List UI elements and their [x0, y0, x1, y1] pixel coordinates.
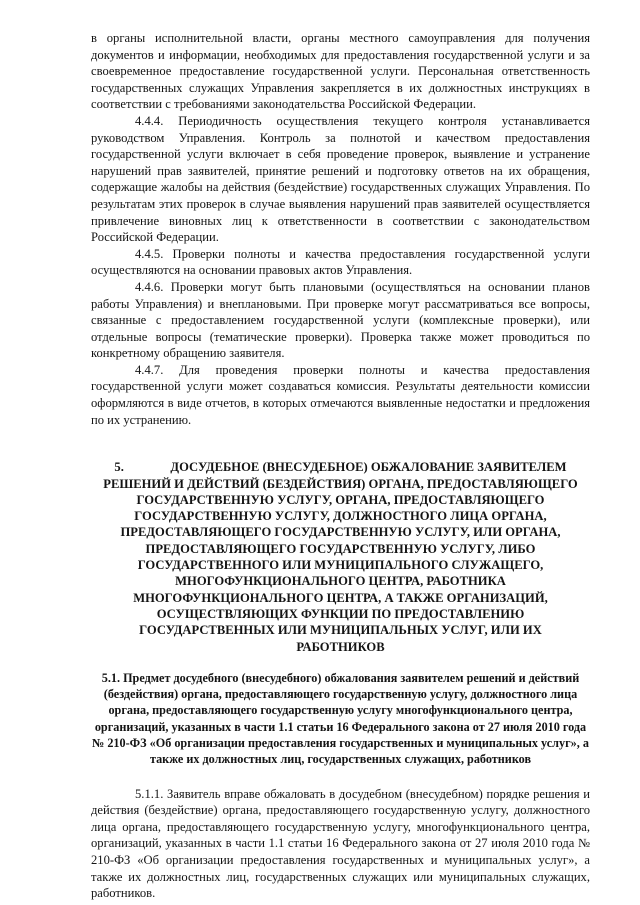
- subsection-heading: 5.1. Предмет досудебного (внесудебного) обжалования заявителем решений и действий (бездействия) органа, предоставляющего государственную услугу, должностного лица органа, предоставляющего государственную услугу многофункционального центра, организаций, указанных в части 1.1 статьи 16 Федерального закона от 27 июля 2010 года № 210-ФЗ «Об организации предоставления государственных и муниципальных услуг», а также их должностных лиц, государственных служащих, работников: [92, 670, 589, 767]
- chapter-heading: [91, 459, 590, 655]
- chapter-number: 5.: [114, 460, 124, 475]
- paragraph-4-4-6: 4.4.6. Проверки могут быть плановыми (осуществляться на основании планов работы Управления) и внеплановыми. При проверке могут рассматриваться все вопросы, связанные с предоставлением государственной услуги (комплексные проверки), или отдельные вопросы (тематические проверки). Проверка также может проводиться по конкретному обращению заявителя.: [91, 279, 590, 361]
- paragraph-4-4-7: 4.4.7. Для проведения проверки полноты и качества предоставления государственной услуги может создаваться комиссия. Результаты деятельности комиссии оформляются в виде отчетов, в которых отмечаются выявленные недостатки и предложения по их устранению.: [91, 362, 590, 427]
- paragraph-continuation: в органы исполнительной власти, органы местного самоуправления для получения документов и информации, необходимых для предоставления государственной услуги и за своевременное предоставление государственной услуги. Персональная ответственность государственных служащих Управления закрепляется в их должностных инструкциях в соответствии с требованиями законодательства Российской Федерации.: [91, 31, 590, 112]
- chapter-title: ДОСУДЕБНОЕ (ВНЕСУДЕБНОЕ) ОБЖАЛОВАНИЕ ЗАЯВИТЕЛЕМ РЕШЕНИЙ И ДЕЙСТВИЙ (БЕЗДЕЙСТВИЯ) ОРГАНА, ПРЕДОСТАВЛЯЮЩЕГО ГОСУДАРСТВЕННУЮ УСЛУГУ, ОРГАНА, ПРЕДОСТАВЛЯЮЩЕГО ГОСУДАРСТВЕННУЮ УСЛУГУ, ДОЛЖНОСТНОГО ЛИЦА ОРГАНА, ПРЕДОСТАВЛЯЮЩЕГО ГОСУДАРСТВЕННУЮ УСЛУГУ, ИЛИ ОРГАНА, ПРЕДОСТАВЛЯЮЩЕГО ГОСУДАРСТВЕННУЮ УСЛУГУ, ЛИБО ГОСУДАРСТВЕННОГО ИЛИ МУНИЦИПАЛЬНОГО СЛУЖАЩЕГО, МНОГОФУНКЦИОНАЛЬНОГО ЦЕНТРА, РАБОТНИКА МНОГОФУНКЦИОНАЛЬНОГО ЦЕНТРА, А ТАКЖЕ ОРГАНИЗАЦИЙ, ОСУЩЕСТВЛЯЮЩИХ ФУНКЦИИ ПО ПРЕДОСТАВЛЕНИЮ ГОСУДАРСТВЕННЫХ ИЛИ МУНИЦИПАЛЬНЫХ УСЛУГ, ИЛИ ИХ РАБОТНИКОВ: [103, 460, 578, 654]
- paragraph-4-4-4: 4.4.4. Периодичность осуществления текущего контроля устанавливается руководством Управления. Контроль за полнотой и качеством предоставления государственной услуги включает в себя проведение проверок, выявление и устранение нарушений прав заявителей, принятие решений и подготовку ответов на их обращения, содержащие жалобы на действия (бездействие) государственных служащих Управления. По результатам этих проверок в случае выявления нарушений прав заявителей осуществляется привлечение виновных лиц к ответственности в соответствии с законодательством Российской Федерации.: [91, 113, 590, 245]
- paragraph-4-4-5: 4.4.5. Проверки полноты и качества предоставления государственной услуги осуществляются на основании правовых актов Управления.: [91, 246, 590, 278]
- paragraph-5-1-1: 5.1.1. Заявитель вправе обжаловать в досудебном (внесудебном) порядке решения и действия (бездействие) органа, предоставляющего государственную услугу, должностного лица органа, предоставляющего государственную услугу, многофункционального центра, организаций, указанных в части 1.1 статьи 16 Федерального закона от 27 июля 2010 года № 210-ФЗ «Об организации предоставления государственных и муниципальных услуг», а также их должностных лиц, государственных служащих или муниципальных служащих, работников.: [91, 786, 590, 901]
